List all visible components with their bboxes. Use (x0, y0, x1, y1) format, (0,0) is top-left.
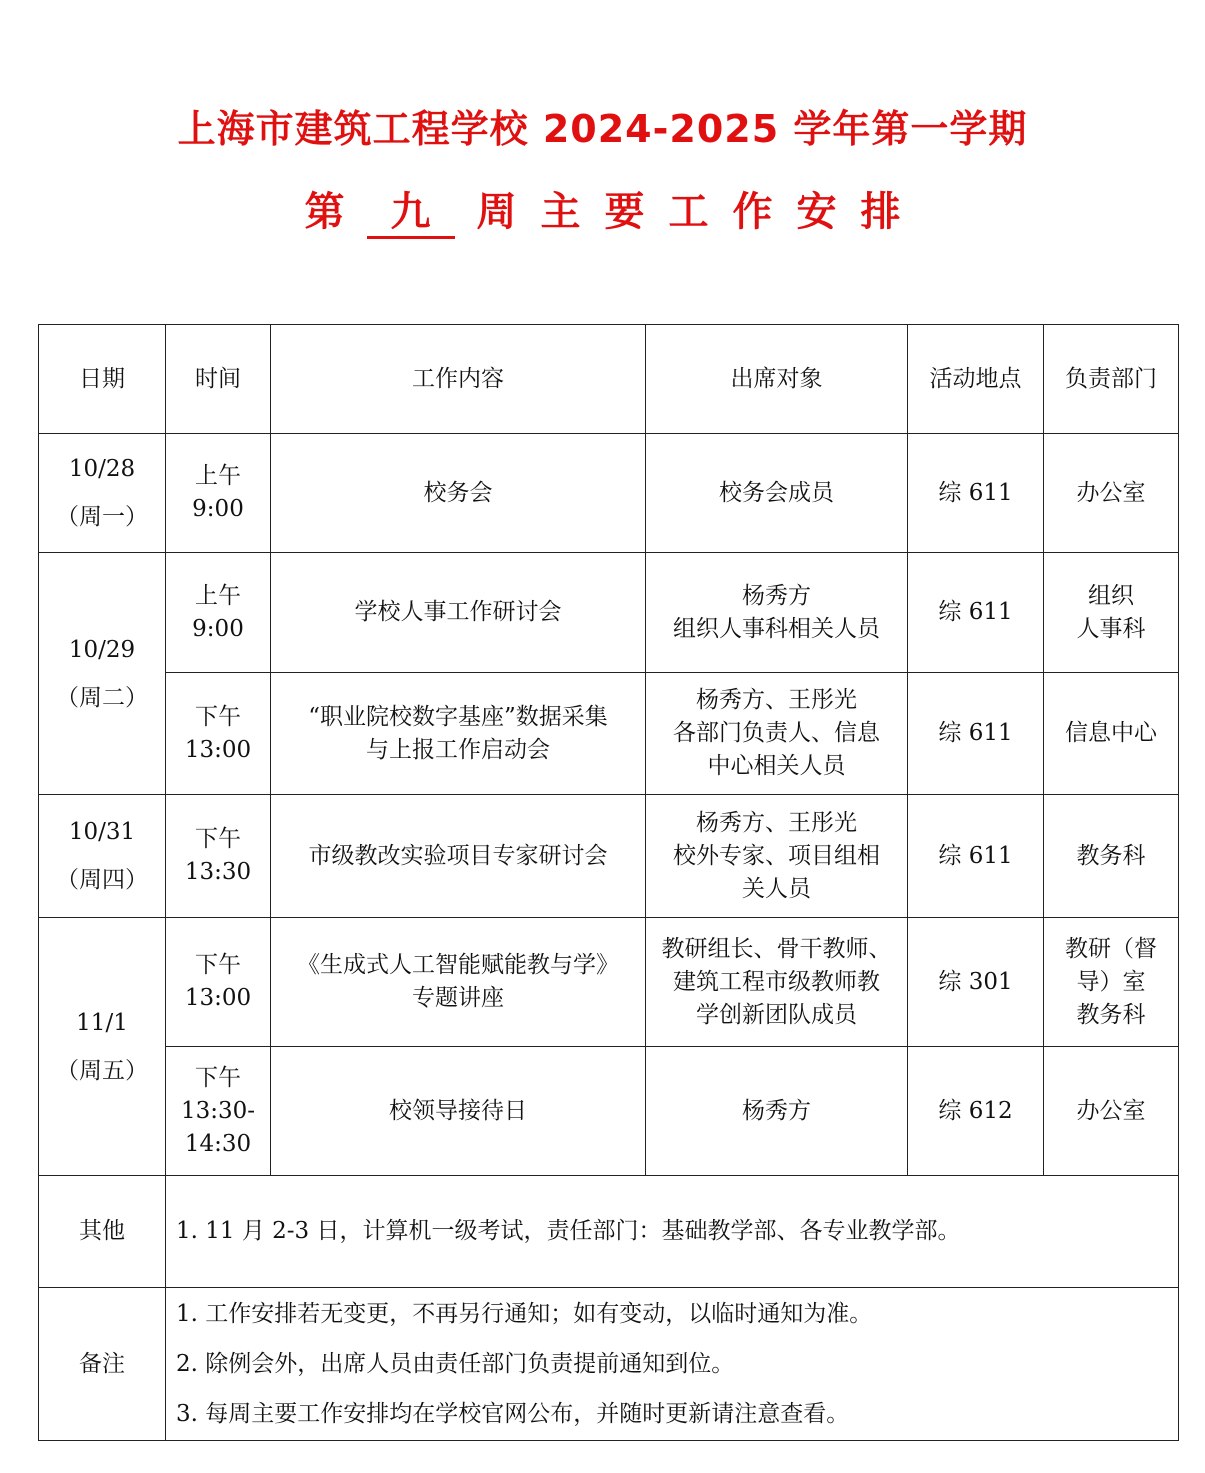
subtitle-word: 工 (668, 189, 709, 235)
dept-cell-line: 人事科 (1076, 615, 1146, 642)
subtitle-word: 要 (604, 189, 645, 235)
table-row (39, 553, 1179, 673)
time-cell-line: 上午 (195, 463, 241, 489)
content-cell-line: 专题讲座 (412, 985, 504, 1011)
header-row (39, 325, 1179, 434)
subtitle-word: 主 (540, 189, 581, 235)
location-cell: 综 301 (908, 918, 1044, 1047)
content-cell (271, 1047, 646, 1176)
table-row (39, 918, 1179, 1047)
time-cell (166, 673, 271, 795)
time-cell-line: 9:00 (192, 615, 244, 642)
time-cell-line: 下午 (195, 703, 241, 730)
other-label: 其他 (39, 1176, 166, 1288)
date-cell (39, 918, 166, 1176)
attendees-cell-line: 教研组长、骨干教师、 (661, 935, 892, 962)
attendees-cell-line: 校外专家、项目组相 (673, 842, 880, 869)
subtitle-word: 周 (476, 189, 517, 235)
dept-cell (1044, 1047, 1179, 1176)
weekday-text: （周一） (56, 504, 148, 530)
content-cell (271, 553, 646, 673)
dept-cell-line: 教研（督 (1065, 935, 1157, 962)
attendees-cell-line: 杨秀方 (742, 1097, 811, 1124)
date-text: 10/28 (68, 456, 136, 482)
attendees-cell (646, 795, 908, 918)
attendees-cell-line: 关人员 (742, 875, 811, 902)
location-cell: 综 611 (908, 673, 1044, 795)
dept-cell-line: 教务科 (1076, 842, 1146, 869)
time-cell-line: 13:30 (184, 859, 252, 885)
attendees-cell-line: 校务会成员 (719, 479, 834, 506)
week-number: 九 (367, 188, 455, 239)
subtitle-word: 作 (732, 189, 773, 235)
page-title: 上海市建筑工程学校 2024-2025 学年第一学期 (177, 107, 1028, 151)
weekday-text: （周二） (56, 684, 148, 711)
time-cell-line: 下午 (195, 826, 241, 852)
time-cell-line: 下午 (195, 1064, 241, 1091)
table-row (39, 1047, 1179, 1176)
subtitle-word: 安 (796, 189, 837, 235)
time-cell (166, 795, 271, 918)
dept-cell (1044, 918, 1179, 1047)
notes-cell (166, 1288, 1179, 1441)
time-cell-line: 14:30 (184, 1130, 252, 1157)
time-cell-line: 下午 (195, 952, 241, 978)
attendees-cell-line: 组织人事科相关人员 (673, 615, 880, 642)
attendees-cell-line: 中心相关人员 (707, 753, 846, 779)
attendees-cell (646, 1047, 908, 1176)
attendees-cell-line: 杨秀方、王彤光 (696, 809, 857, 836)
table-row (39, 795, 1179, 918)
other-text: 1. 11 月 2-3 日，计算机一级考试，责任部门：基础教学部、各专业教学部。 (166, 1176, 1179, 1288)
attendees-cell (646, 673, 908, 795)
time-cell-line: 13:30- (180, 1097, 256, 1124)
column-header: 日期 (39, 325, 166, 434)
note-item: 2. 除例会外，出席人员由责任部门负责提前通知到位。 (176, 1351, 735, 1377)
dept-cell (1044, 553, 1179, 673)
column-header: 活动地点 (908, 325, 1044, 434)
subtitle-prefix: 第 (304, 189, 345, 235)
schedule-table (38, 324, 1179, 1441)
content-cell-line: 校务会 (423, 479, 493, 506)
column-header: 时间 (166, 325, 271, 434)
table-row (39, 673, 1179, 795)
content-cell-line: 校领导接待日 (389, 1097, 527, 1124)
time-cell (166, 1047, 271, 1176)
content-cell-line: “职业院校数字基座”数据采集 (308, 703, 608, 730)
dept-cell-line: 办公室 (1076, 1097, 1146, 1124)
attendees-cell-line: 杨秀方、王彤光 (696, 687, 857, 713)
dept-cell-line: 办公室 (1076, 479, 1146, 506)
location-cell: 综 612 (908, 1047, 1044, 1176)
dept-cell (1044, 673, 1179, 795)
dept-cell-line: 组织 (1088, 582, 1134, 609)
notes-row (39, 1288, 1179, 1441)
note-item: 3. 每周主要工作安排均在学校官网公布，并随时更新请注意查看。 (176, 1401, 850, 1427)
note-item: 1. 工作安排若无变更，不再另行通知；如有变动，以临时通知为准。 (176, 1301, 873, 1327)
subtitle-word: 排 (860, 189, 901, 235)
date-text: 10/31 (68, 819, 136, 845)
time-cell (166, 553, 271, 673)
dept-cell-line: 教务科 (1076, 1001, 1146, 1028)
column-header: 工作内容 (271, 325, 646, 434)
weekday-text: （周四） (56, 867, 148, 893)
attendees-cell-line: 各部门负责人、信息 (673, 720, 880, 746)
attendees-cell-line: 建筑工程市级教师教 (673, 968, 880, 995)
attendees-cell (646, 553, 908, 673)
date-text: 10/29 (68, 636, 136, 663)
content-cell (271, 918, 646, 1047)
location-cell: 综 611 (908, 553, 1044, 673)
time-cell-line: 9:00 (192, 496, 244, 522)
table-row (39, 434, 1179, 553)
attendees-cell (646, 434, 908, 553)
date-cell (39, 434, 166, 553)
page-subtitle (0, 180, 1205, 239)
weekday-text: （周五） (56, 1057, 148, 1084)
time-cell (166, 434, 271, 553)
column-header: 出席对象 (646, 325, 908, 434)
dept-cell (1044, 434, 1179, 553)
location-cell: 综 611 (908, 434, 1044, 553)
attendees-cell-line: 学创新团队成员 (696, 1001, 857, 1028)
notes-label: 备注 (39, 1288, 166, 1441)
time-cell-line: 13:00 (184, 985, 252, 1011)
content-cell (271, 434, 646, 553)
content-cell-line: 《生成式人工智能赋能教与学》 (297, 952, 619, 978)
dept-cell-line: 信息中心 (1065, 720, 1157, 746)
date-cell (39, 553, 166, 795)
dept-cell-line: 导）室 (1076, 968, 1146, 995)
content-cell-line: 与上报工作启动会 (366, 736, 550, 763)
location-cell: 综 611 (908, 795, 1044, 918)
content-cell-line: 市级教改实验项目专家研讨会 (308, 842, 608, 869)
other-row (39, 1176, 1179, 1288)
time-cell-line: 13:00 (184, 736, 252, 763)
date-text: 11/1 (76, 1009, 128, 1036)
dept-cell (1044, 795, 1179, 918)
content-cell-line: 学校人事工作研讨会 (354, 599, 562, 625)
content-cell (271, 795, 646, 918)
attendees-cell (646, 918, 908, 1047)
content-cell (271, 673, 646, 795)
attendees-cell-line: 杨秀方 (742, 582, 811, 609)
time-cell (166, 918, 271, 1047)
column-header: 负责部门 (1044, 325, 1179, 434)
time-cell-line: 上午 (195, 582, 241, 609)
date-cell (39, 795, 166, 918)
